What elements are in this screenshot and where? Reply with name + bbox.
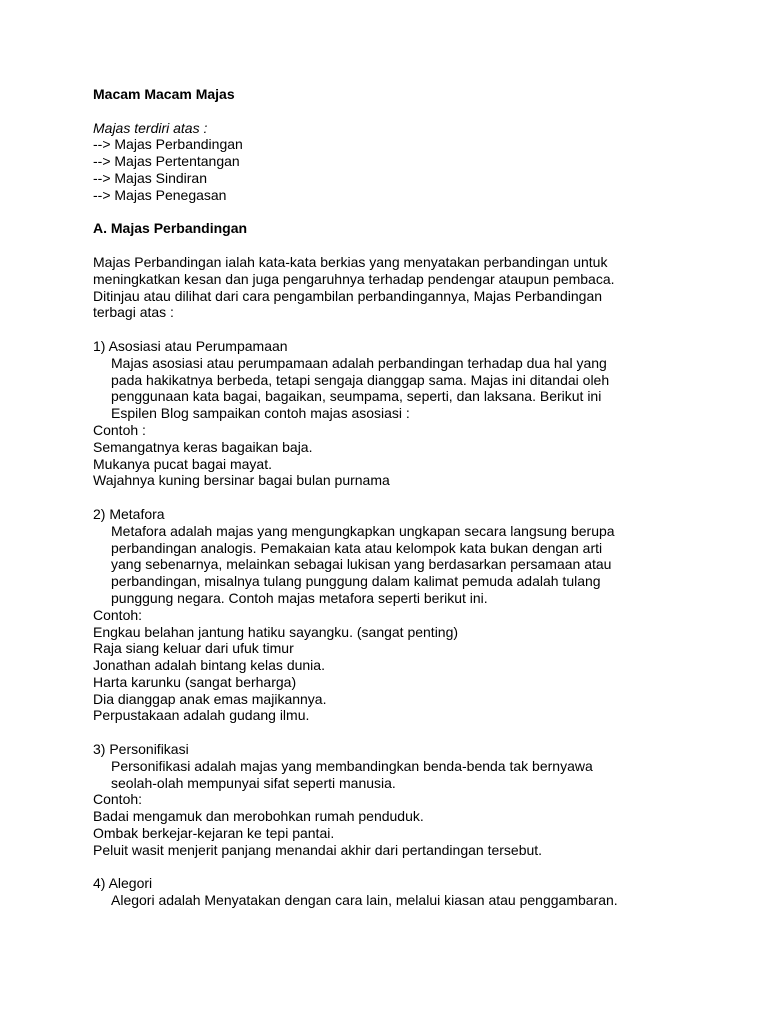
subsection-heading: 1) Asosiasi atau Perumpamaan bbox=[93, 337, 288, 354]
definition-line: Metafora adalah majas yang mengungkapkan ungkapan secara langsung berupa bbox=[111, 522, 615, 539]
section-a-paragraph-line: terbagi atas : bbox=[93, 304, 174, 321]
document-title: Macam Macam Majas bbox=[93, 86, 235, 102]
example-label: Contoh: bbox=[93, 606, 143, 623]
intro-item: --> Majas Pertentangan bbox=[93, 153, 240, 170]
example-line: Semangatnya keras bagaikan baja. bbox=[93, 438, 313, 455]
section-a-paragraph-line: meningkatkan kesan dan juga pengaruhnya terhadap pendengar ataupun pembaca. bbox=[93, 270, 615, 287]
example-line: Dia dianggap anak emas majikannya. bbox=[93, 690, 327, 707]
example-line: Mukanya pucat bagai mayat. bbox=[93, 455, 272, 472]
intro-lead: Majas terdiri atas : bbox=[93, 119, 208, 136]
definition-line: Alegori adalah Menyatakan dengan cara lain, melalui kiasan atau penggambaran. bbox=[111, 892, 618, 909]
example-label: Contoh : bbox=[93, 421, 146, 438]
subsection-heading: 3) Personifikasi bbox=[93, 741, 189, 758]
subsection-heading: 4) Alegori bbox=[93, 875, 153, 892]
definition-line: perbandingan, misalnya tulang punggung dalam kalimat pemuda adalah tulang bbox=[111, 573, 601, 590]
definition-line: pada hakikatnya berbeda, tetapi sengaja dianggap sama. Majas ini ditandai oleh bbox=[111, 371, 610, 388]
definition-line: Majas asosiasi atau perumpamaan adalah perbandingan terhadap dua hal yang bbox=[111, 354, 607, 371]
example-line: Harta karunku (sangat berharga) bbox=[93, 673, 297, 690]
definition-line: yang sebenarnya, melainkan sebagai lukisan yang berdasarkan persamaan atau bbox=[111, 556, 612, 573]
example-line: Jonathan adalah bintang kelas dunia. bbox=[93, 657, 325, 674]
example-line: Peluit wasit menjerit panjang menandai akhir dari pertandingan tersebut. bbox=[93, 841, 543, 858]
example-line: Ombak berkejar-kejaran ke tepi pantai. bbox=[93, 825, 335, 842]
intro-item: --> Majas Sindiran bbox=[93, 169, 207, 186]
intro-item: --> Majas Perbandingan bbox=[93, 136, 243, 153]
example-line: Perpustakaan adalah gudang ilmu. bbox=[93, 707, 310, 724]
example-line: Raja siang keluar dari ufuk timur bbox=[93, 640, 294, 657]
intro-item: --> Majas Penegasan bbox=[93, 186, 227, 203]
definition-line: penggunaan kata bagai, bagaikan, seumpama, seperti, dan laksana. Berikut ini bbox=[111, 388, 602, 405]
subsection-heading: 2) Metafora bbox=[93, 505, 165, 522]
definition-line: perbandingan analogis. Pemakaian kata atau kelompok kata bukan dengan arti bbox=[111, 539, 603, 556]
section-a-paragraph-line: Majas Perbandingan ialah kata-kata berkias yang menyatakan perbandingan untuk bbox=[93, 253, 608, 270]
example-line: Badai mengamuk dan merobohkan rumah penduduk. bbox=[93, 808, 424, 825]
example-line: Wajahnya kuning bersinar bagai bulan purnama bbox=[93, 472, 390, 489]
document-content bbox=[93, 86, 693, 909]
definition-line: Espilen Blog sampaikan contoh majas asosiasi : bbox=[111, 405, 410, 422]
section-a-paragraph-line: Ditinjau atau dilihat dari cara pengambilan perbandingannya, Majas Perbandingan bbox=[93, 287, 603, 304]
definition-line: Personifikasi adalah majas yang membandingkan benda-benda tak bernyawa bbox=[111, 757, 593, 774]
example-label: Contoh: bbox=[93, 791, 143, 808]
definition-line: seolah-olah mempunyai sifat seperti manusia. bbox=[111, 774, 396, 791]
section-a-heading: A. Majas Perbandingan bbox=[93, 220, 248, 237]
example-line: Engkau belahan jantung hatiku sayangku. (sangat penting) bbox=[93, 623, 459, 640]
definition-line: punggung negara. Contoh majas metafora seperti berikut ini. bbox=[111, 589, 488, 606]
